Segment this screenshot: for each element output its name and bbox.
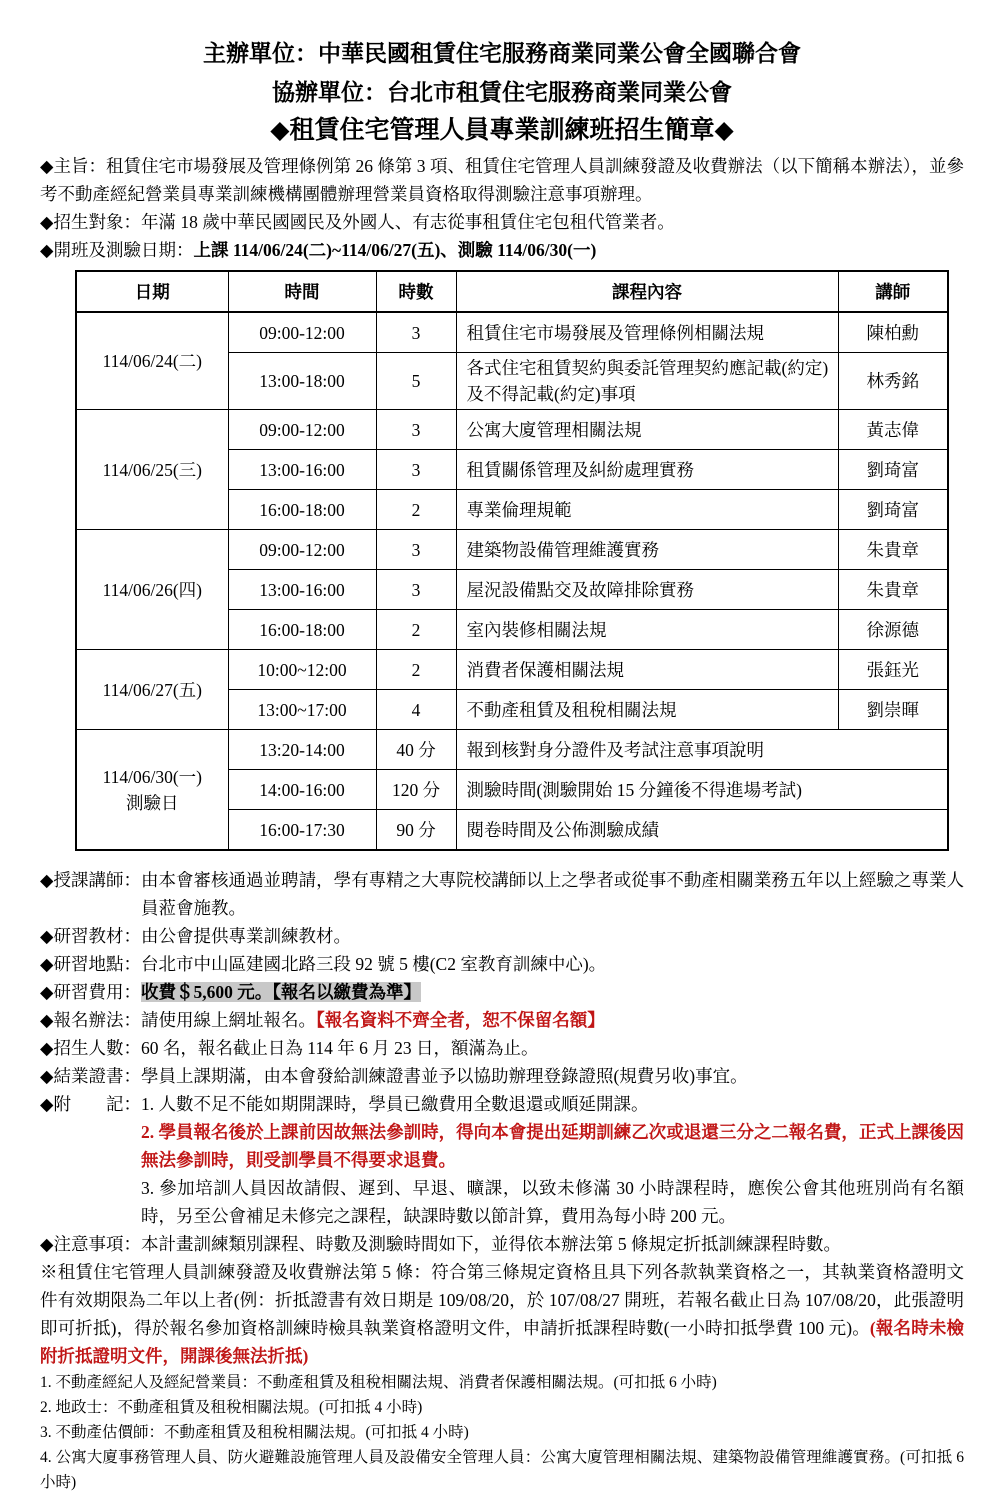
- registration-warning: 【報名資料不齊全者，恕不保留名額】: [315, 1010, 605, 1030]
- attention-paragraph: [40, 1230, 964, 1258]
- cell-hours: 3: [376, 450, 456, 490]
- materials-text: 由公會提供專業訓練教材。: [140, 926, 351, 946]
- table-header-row: [76, 271, 948, 312]
- cell-content: 屋況設備點交及故障排除實務: [456, 570, 838, 610]
- cell-hours: 2: [376, 650, 456, 690]
- certificate-paragraph: [40, 1062, 964, 1090]
- cell-time: 16:00-17:30: [228, 810, 376, 851]
- cell-hours: 120 分: [376, 770, 456, 810]
- deduction-item-1: 1. 不動產經紀人及經紀營業員：不動產租賃及租稅相關法規、消費者保護相關法規。(可扣抵 6 小時): [40, 1374, 717, 1391]
- cell-hours: 2: [376, 610, 456, 650]
- cell-date: 114/06/26(四): [76, 530, 228, 650]
- certificate-label: ◆結業證書：: [40, 1066, 141, 1086]
- cell-time: 09:00-12:00: [228, 410, 376, 450]
- location-paragraph: [40, 950, 964, 978]
- cell-hours: 3: [376, 410, 456, 450]
- cell-content: 測驗時間(測驗開始 15 分鐘後不得進場考試): [456, 770, 948, 810]
- audience-text: 年滿 18 歲中華民國國民及外國人、有志從事租賃住宅包租代管業者。: [140, 212, 675, 232]
- lecturer-paragraph: [40, 866, 964, 922]
- cell-time: 16:00-18:00: [228, 610, 376, 650]
- cell-hours: 90 分: [376, 810, 456, 851]
- cell-content: 公寓大廈管理相關法規: [456, 410, 838, 450]
- cell-time: 14:00-16:00: [228, 770, 376, 810]
- col-header-content: 課程內容: [456, 271, 838, 312]
- registration-text-wrap: [141, 1006, 964, 1034]
- cell-time: 13:00~17:00: [228, 690, 376, 730]
- materials-paragraph: [40, 922, 964, 950]
- cell-content: 報到核對身分證件及考試注意事項說明: [456, 730, 948, 770]
- fee-paragraph: [40, 978, 964, 1006]
- registration-text: 請使用線上網址報名。: [140, 1010, 316, 1030]
- fee-highlighted-text: 收費＄5,600 元。【報名以繳費為準】: [140, 982, 421, 1002]
- location-text: 台北市中山區建國北路三段 92 號 5 樓(C2 室教育訓練中心)。: [140, 954, 607, 974]
- registration-label: ◆報名辦法：: [40, 1010, 141, 1030]
- notes-paragraph: [40, 1090, 964, 1230]
- cell-time: 09:00-12:00: [228, 312, 376, 353]
- cell-hours: 2: [376, 490, 456, 530]
- quota-label: ◆招生人數：: [40, 1038, 141, 1058]
- table-row: [76, 410, 948, 450]
- deduction-item-2: 2. 地政士：不動產租賃及租稅相關法規。(可扣抵 4 小時): [40, 1399, 423, 1416]
- notes-label: ◆附 記：: [40, 1094, 141, 1114]
- cell-hours: 4: [376, 690, 456, 730]
- cell-teacher: 陳柏勳: [838, 312, 948, 353]
- notes-item-2: 2. 學員報名後於上課前因故無法參訓時，得向本會提出延期訓練乙次或退還三分之二報名費，正式上課後因無法參訓時，則受訓學員不得要求退費。: [140, 1122, 964, 1170]
- cell-content: 室內裝修相關法規: [456, 610, 838, 650]
- cell-time: 13:00-18:00: [228, 353, 376, 410]
- cell-teacher: 林秀銘: [838, 353, 948, 410]
- table-row: [76, 650, 948, 690]
- lecturer-label: ◆授課講師：: [40, 870, 141, 890]
- purpose-text: 租賃住宅市場發展及管理條例第 26 條第 3 項、租賃住宅管理人員訓練發證及收費辦法（以下簡稱本辦法），並參考不動產經紀營業員專業訓練機構團體辦理營業員資格取得測驗注意事項辦理。: [40, 156, 964, 204]
- cell-time: 10:00~12:00: [228, 650, 376, 690]
- schedule-dates-paragraph: [40, 236, 964, 264]
- cell-time: 13:00-16:00: [228, 570, 376, 610]
- cell-teacher: 張鈺光: [838, 650, 948, 690]
- location-label: ◆研習地點：: [40, 954, 141, 974]
- cell-hours: 5: [376, 353, 456, 410]
- quota-paragraph: [40, 1034, 964, 1062]
- certificate-text: 學員上課期滿，由本會發給訓練證書並予以協助辦理登錄證照(規費另收)事宜。: [140, 1066, 748, 1086]
- notes-items: [141, 1090, 964, 1230]
- purpose-label: ◆主旨：: [40, 156, 106, 176]
- page-title: ◆租賃住宅管理人員專業訓練班招生簡章◆: [270, 117, 734, 144]
- deduction-item-3: 3. 不動產估價師：不動產租賃及租稅相關法規。(可扣抵 4 小時): [40, 1424, 469, 1441]
- lecturer-text: 由本會審核通過並聘請，學有專精之大專院校講師以上之學者或從事不動產相關業務五年以上經驗之專業人員蒞會施教。: [140, 870, 964, 918]
- cell-hours: 40 分: [376, 730, 456, 770]
- regulation-text: ※租賃住宅管理人員訓練發證及收費辦法第 5 條：符合第三條規定資格且具下列各款執業資格之一，其執業資格證明文件有效期限為二年以上者(例：折抵證書有效日期是 109/08/20，於 107/08/27 開班，若報名截止日為 107/08/20，此張證明即可折抵)，得於報名參加資格訓練時檢具執業資格證明文件，申請折抵課程時數(一小時扣抵學費 100 元)。: [40, 1262, 964, 1338]
- notes-item-3: 3. 參加培訓人員因故請假、遲到、早退、曠課，以致未修滿 30 小時課程時，應俟公會其他班別尚有名額時，另至公會補足未修完之課程，缺課時數以節計算，費用為每小時 200 元。: [140, 1178, 964, 1226]
- cell-teacher: 劉琦富: [838, 450, 948, 490]
- purpose-paragraph: [40, 152, 964, 208]
- audience-paragraph: [40, 208, 964, 236]
- regulation-paragraph: [40, 1258, 964, 1370]
- attention-text: 本計畫訓練類別課程、時數及測驗時間如下，並得依本辦法第 5 條規定折抵訓練課程時數。: [140, 1234, 841, 1254]
- exam-date: 114/06/30(一): [102, 766, 202, 787]
- col-header-date: 日期: [76, 271, 228, 312]
- cell-time: 13:20-14:00: [228, 730, 376, 770]
- col-header-teacher: 講師: [838, 271, 948, 312]
- notes-item-1: 1. 人數不足不能如期開課時，學員已繳費用全數退還或順延開課。: [140, 1094, 649, 1114]
- cell-date: 114/06/24(二): [76, 312, 228, 410]
- deduction-item-4: 4. 公寓大廈事務管理人員、防火避難設施管理人員及設備安全管理人員：公寓大廈管理相關法規、建築物設備管理維護實務。(可扣抵 6 小時): [40, 1449, 964, 1491]
- cell-teacher: 朱貴章: [838, 570, 948, 610]
- cell-content: 租賃住宅市場發展及管理條例相關法規: [456, 312, 838, 353]
- exam-date-note: 測驗日: [126, 792, 179, 813]
- cell-teacher: 劉崇暉: [838, 690, 948, 730]
- cell-content: 閱卷時間及公佈測驗成績: [456, 810, 948, 851]
- schedule-dates-label: ◆開班及測驗日期：: [40, 240, 194, 260]
- cell-teacher: 徐源德: [838, 610, 948, 650]
- cell-time: 09:00-12:00: [228, 530, 376, 570]
- cell-date: 114/06/25(三): [76, 410, 228, 530]
- quota-text: 60 名，報名截止日為 114 年 6 月 23 日，額滿為止。: [140, 1038, 539, 1058]
- cell-content: 不動產租賃及租稅相關法規: [456, 690, 838, 730]
- audience-label: ◆招生對象：: [40, 212, 141, 232]
- cell-time: 13:00-16:00: [228, 450, 376, 490]
- cell-hours: 3: [376, 570, 456, 610]
- cell-teacher: 劉琦富: [838, 490, 948, 530]
- cell-date: 114/06/27(五): [76, 650, 228, 730]
- course-schedule-table: [75, 270, 949, 851]
- attention-label: ◆注意事項：: [40, 1234, 141, 1254]
- cell-hours: 3: [376, 530, 456, 570]
- cell-time: 16:00-18:00: [228, 490, 376, 530]
- cell-content: 各式住宅租賃契約與委託管理契約應記載(約定)及不得記載(約定)事項: [456, 353, 838, 410]
- col-header-time: 時間: [228, 271, 376, 312]
- cell-content: 租賃關係管理及糾紛處理實務: [456, 450, 838, 490]
- cell-date: [76, 730, 228, 851]
- col-header-hours: 時數: [376, 271, 456, 312]
- cell-content: 消費者保護相關法規: [456, 650, 838, 690]
- cell-content: 專業倫理規範: [456, 490, 838, 530]
- table-row: [76, 530, 948, 570]
- fee-text: [141, 978, 964, 1006]
- organizer-line: 主辦單位：中華民國租賃住宅服務商業同業公會全國聯合會: [203, 41, 801, 66]
- fee-label: ◆研習費用：: [40, 982, 141, 1002]
- table-row: [76, 730, 948, 770]
- materials-label: ◆研習教材：: [40, 926, 141, 946]
- schedule-dates-value: 上課 114/06/24(二)~114/06/27(五)、測驗 114/06/30(一): [193, 240, 597, 260]
- cell-hours: 3: [376, 312, 456, 353]
- co-organizer-line: 協辦單位：台北市租賃住宅服務商業同業公會: [272, 80, 732, 105]
- registration-paragraph: [40, 1006, 964, 1034]
- cell-teacher: 黃志偉: [838, 410, 948, 450]
- cell-content: 建築物設備管理維護實務: [456, 530, 838, 570]
- regulation-warning: (報名時未檢附折抵證明文件，開課後無法折抵): [40, 1318, 965, 1366]
- table-row: [76, 312, 948, 353]
- cell-teacher: 朱貴章: [838, 530, 948, 570]
